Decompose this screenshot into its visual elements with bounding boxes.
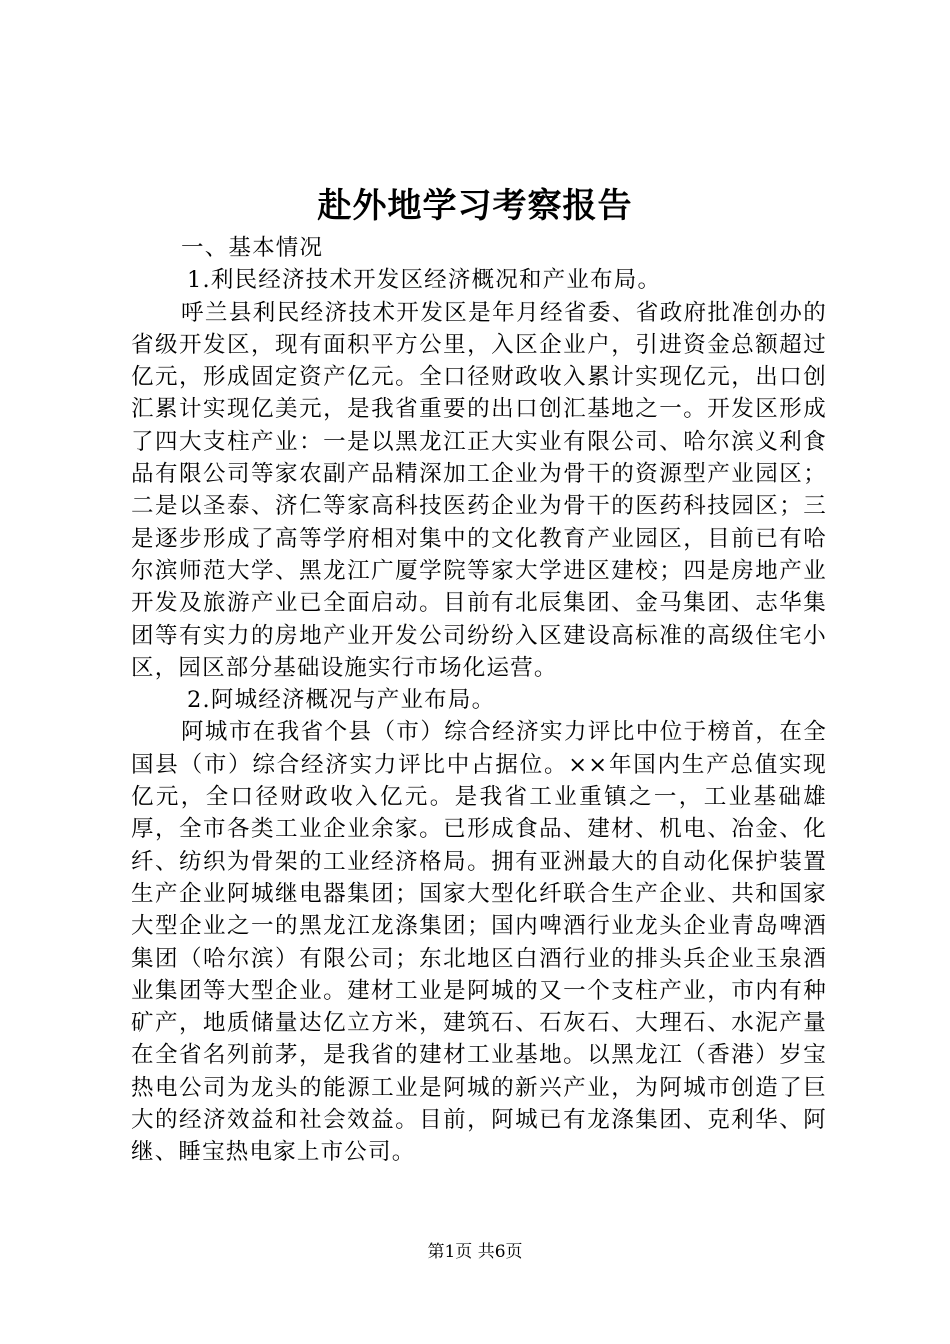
subheading-acheng: 2.阿城经济概况与产业布局。 [187, 687, 496, 714]
page-number-footer: 第1页 共6页 [427, 1242, 523, 1262]
document-title: 赴外地学习考察报告 [317, 186, 633, 226]
document-body [131, 232, 827, 1169]
paragraph-acheng: 阿城市在我省个县（市）综合经济实力评比中位于榜首，在全国县（市）综合经济实力评比中占据位。××年国内生产总值实现亿元，全口径财政收入亿元。是我省工业重镇之一，工业基础雄厚，全市各类工业企业余家。已形成食品、建材、机电、冶金、化纤、纺织为骨架的工业经济格局。拥有亚洲最大的自动化保护装置生产企业阿城继电器集团；国家大型化纤联合生产企业、共和国家大型企业之一的黑龙江龙涤集团；国内啤酒行业龙头企业青岛啤酒集团（哈尔滨）有限公司；东北地区白酒行业的排头兵企业玉泉酒业集团等大型企业。建材工业是阿城的又一个支柱产业，市内有种矿产，地质储量达亿立方米，建筑石、石灰石、大理石、水泥产量在全省名列前茅，是我省的建材工业基地。以黑龙江（香港）岁宝热电公司为龙头的能源工业是阿城的新兴产业，为阿城市创造了巨大的经济效益和社会效益。目前，阿城已有龙涤集团、克利华、阿继、睡宝热电家上市公司。 [131, 719, 827, 1166]
section-heading-basic-situation: 一、基本情况 [181, 235, 324, 261]
subheading-limin-zone: 1.利民经济技术开发区经济概况和产业布局。 [187, 267, 662, 294]
paragraph-limin-zone: 呼兰县利民经济技术开发区是年月经省委、省政府批准创办的省级开发区，现有面积平方公里，入区企业户，引进资金总额超过亿元，形成固定资产亿元。全口径财政收入累计实现亿元，出口创汇累计实现亿美元，是我省重要的出口创汇基地之一。开发区形成了四大支柱产业：一是以黑龙江正大实业有限公司、哈尔滨义利食品有限公司等家农副产品精深加工企业为骨干的资源型产业园区；二是以圣泰、济仁等家高科技医药企业为骨干的医药科技园区；三是逐步形成了高等学府相对集中的文化教育产业园区，目前已有哈尔滨师范大学、黑龙江广厦学院等家大学进区建校；四是房地产业开发及旅游产业已全面启动。目前有北辰集团、金马集团、志华集团等有实力的房地产业开发公司纷纷入区建设高标准的高级住宅小区，园区部分基础设施实行市场化运营。 [131, 299, 827, 681]
